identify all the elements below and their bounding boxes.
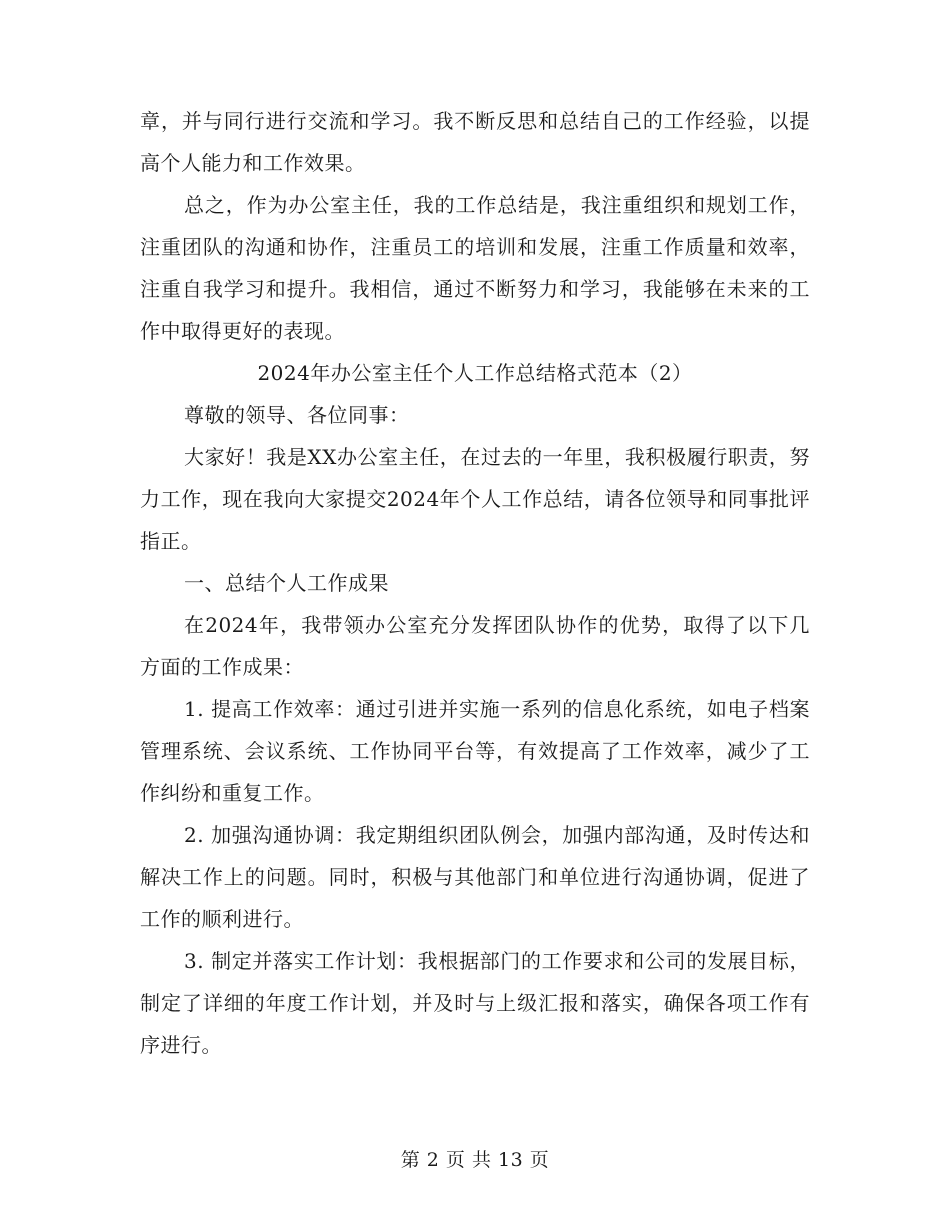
paragraph-achievements-intro: 在2024年，我带领办公室充分发挥团队协作的优势，取得了以下几方面的工作成果： <box>140 613 810 679</box>
salutation: 尊敬的领导、各位同事： <box>184 403 410 427</box>
section-heading: 2024年办公室主任个人工作总结格式范本（2） <box>257 361 693 385</box>
page-number-footer: 第 2 页 共 13 页 <box>400 1149 550 1171</box>
paragraph-intro: 大家好！我是XX办公室主任，在过去的一年里，我积极履行职责，努力工作，现在我向大家提交2024年个人工作总结，请各位领导和同事批评指正。 <box>140 445 810 553</box>
subheading-achievements: 一、总结个人工作成果 <box>184 571 389 595</box>
paragraph-conclusion: 总之，作为办公室主任，我的工作总结是，我注重组织和规划工作，注重团队的沟通和协作，注重员工的培训和发展，注重工作质量和效率，注重自我学习和提升。我相信，通过不断努力和学习，我能够在未来的工作中取得更好的表现。 <box>140 193 810 343</box>
document-body <box>140 100 810 1066</box>
list-item-work-plan: 3. 制定并落实工作计划：我根据部门的工作要求和公司的发展目标，制定了详细的年度工作计划，并及时与上级汇报和落实，确保各项工作有序进行。 <box>140 949 810 1057</box>
list-item-communication: 2. 加强沟通协调：我定期组织团队例会，加强内部沟通，及时传达和解决工作上的问题。同时，积极与其他部门和单位进行沟通协调，促进了工作的顺利进行。 <box>140 823 810 931</box>
list-item-efficiency: 1. 提高工作效率：通过引进并实施一系列的信息化系统，如电子档案管理系统、会议系统、工作协同平台等，有效提高了工作效率，减少了工作纠纷和重复工作。 <box>140 697 810 805</box>
paragraph-continued: 章，并与同行进行交流和学习。我不断反思和总结自己的工作经验，以提高个人能力和工作效果。 <box>140 109 810 175</box>
